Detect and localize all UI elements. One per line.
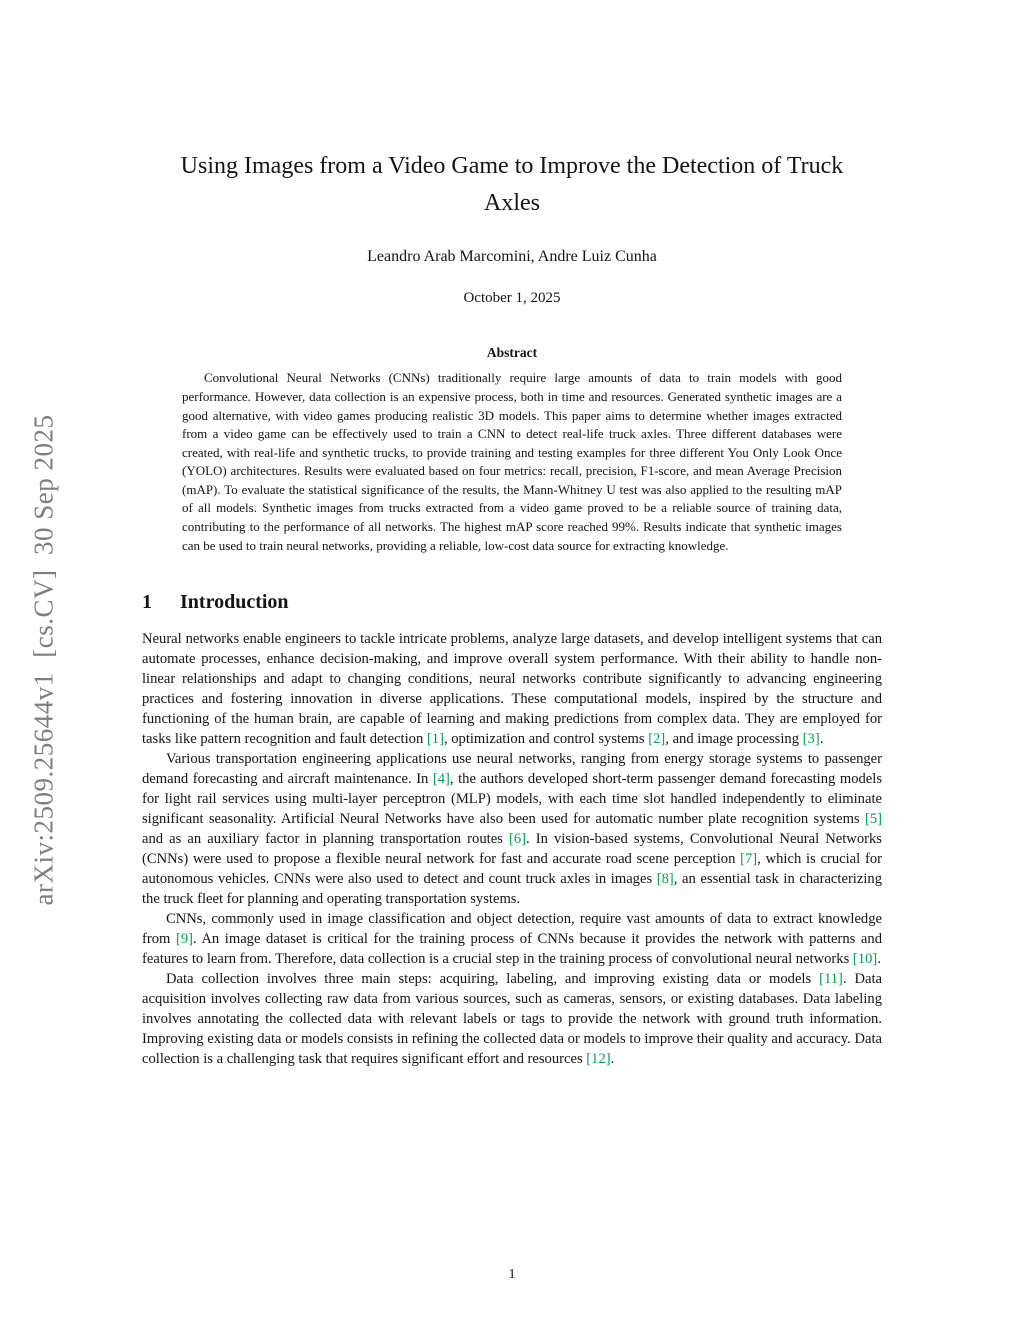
citation-link[interactable]: [3]: [802, 731, 820, 748]
citation-link[interactable]: [5]: [864, 811, 882, 828]
section-heading-introduction: [142, 591, 882, 614]
arxiv-stamp: arXiv:2509.25644v1 [cs.CV] 30 Sep 2025: [28, 414, 59, 906]
section-number: 1: [142, 591, 152, 614]
abstract-text: Convolutional Neural Networks (CNNs) traditionally require large amounts of data to train models with good performance. However, data collection is an expensive process, both in time and resources. Generated synthetic images are a good alternative, with video games producing realistic 3D models. This paper aims to determine whether images extracted from a video game can be effectively used to train a CNN to detect real-life truck axles. Three different databases were created, with real-life and synthetic trucks, to provide training and testing examples for three different You Only Look Once (YOLO) architectures. Results were evaluated based on four metrics: recall, precision, F1-score, and mean Average Precision (mAP). To evaluate the statistical significance of the results, the Mann-Whitney U test was also applied to the resulting mAP of all models. Synthetic images from trucks extracted from a video game proved to be a reliable source of training data, contributing to the performance of all networks. The highest mAP score reached 99%. Results indicate that synthetic images can be used to train neural networks, providing a reliable, low-cost data source for extracting knowledge.: [182, 370, 842, 553]
body-column: [142, 630, 882, 1070]
citation-link[interactable]: [7]: [740, 850, 758, 867]
citation-link[interactable]: [1]: [426, 731, 444, 748]
citation-link[interactable]: [9]: [175, 930, 193, 947]
citation-link[interactable]: [6]: [508, 831, 526, 847]
citation-link[interactable]: [10]: [852, 950, 878, 967]
page-title: Using Images from a Video Game to Improve the Detection of Truck Axles: [180, 153, 844, 217]
date: October 1, 2025: [463, 290, 561, 307]
section-title: Introduction: [180, 591, 289, 614]
citation-link[interactable]: [4]: [432, 771, 450, 788]
citation-link[interactable]: [11]: [819, 970, 843, 987]
abstract-heading: Abstract: [486, 345, 538, 361]
paragraph: CNNs, commonly used in image classification and object detection, require vast amounts of data to extract knowledge from [9]. An image dataset is critical for the training process of CNNs because it provides the network with patterns and features to learn from. Therefore, data collection is a crucial step in the training process of convolutional neural networks [10].: [142, 910, 882, 967]
paragraph: Neural networks enable engineers to tackle intricate problems, analyze large datasets, and develop intelligent systems that can automate processes, enhance decision-making, and improve overall system performance. With their ability to handle non-linear relationships and adapt to changing conditions, neural networks contribute significantly to advancing engineering practices and fostering innovation in diverse applications. These computational models, inspired by the structure and functioning of the human brain, are capable of learning and making predictions from complex data. They are employed for tasks like pattern recognition and fault detection [1], optimization and control systems [2], and image processing [3].: [142, 631, 882, 748]
page-number: 1: [508, 1267, 516, 1282]
authors: Leandro Arab Marcomini, Andre Luiz Cunha: [367, 248, 657, 266]
paragraph: Data collection involves three main steps: acquiring, labeling, and improving existing data or models [11]. Data acquisition involves collecting raw data from various sources, such as cameras, sensors, or existing databases. Data labeling involves annotating the collected data with relevant labels or tags to provide the network with ground truth information. Improving existing data or models consists in refining the collected data or models to improve their quality and accuracy. Data collection is a challenging task that requires significant effort and resources [12].: [142, 970, 882, 1067]
citation-link[interactable]: [8]: [656, 870, 674, 887]
abstract-block: [182, 345, 842, 555]
citation-link[interactable]: [12]: [586, 1050, 611, 1067]
paragraph: Various transportation engineering applications use neural networks, ranging from energy storage systems to passenger demand forecasting and aircraft maintenance. In [4], the authors developed short-term passenger demand forecasting models for light rail services using multi-layer perceptron (MLP) models, with each time slot handled independently to eliminate significant seasonality. Artificial Neural Networks have also been used for automatic number plate recognition systems [5] and as an auxiliary factor in planning transportation routes [6]. In vision-based systems, Convolutional Neural Networks (CNNs) were used to propose a flexible neural network for fast and accurate road scene perception [7], which is crucial for autonomous vehicles. CNNs were also used to detect and count truck axles in images [8], an essential task in characterizing the truck fleet for planning and operating transportation systems.: [142, 751, 883, 907]
citation-link[interactable]: [2]: [648, 731, 666, 748]
